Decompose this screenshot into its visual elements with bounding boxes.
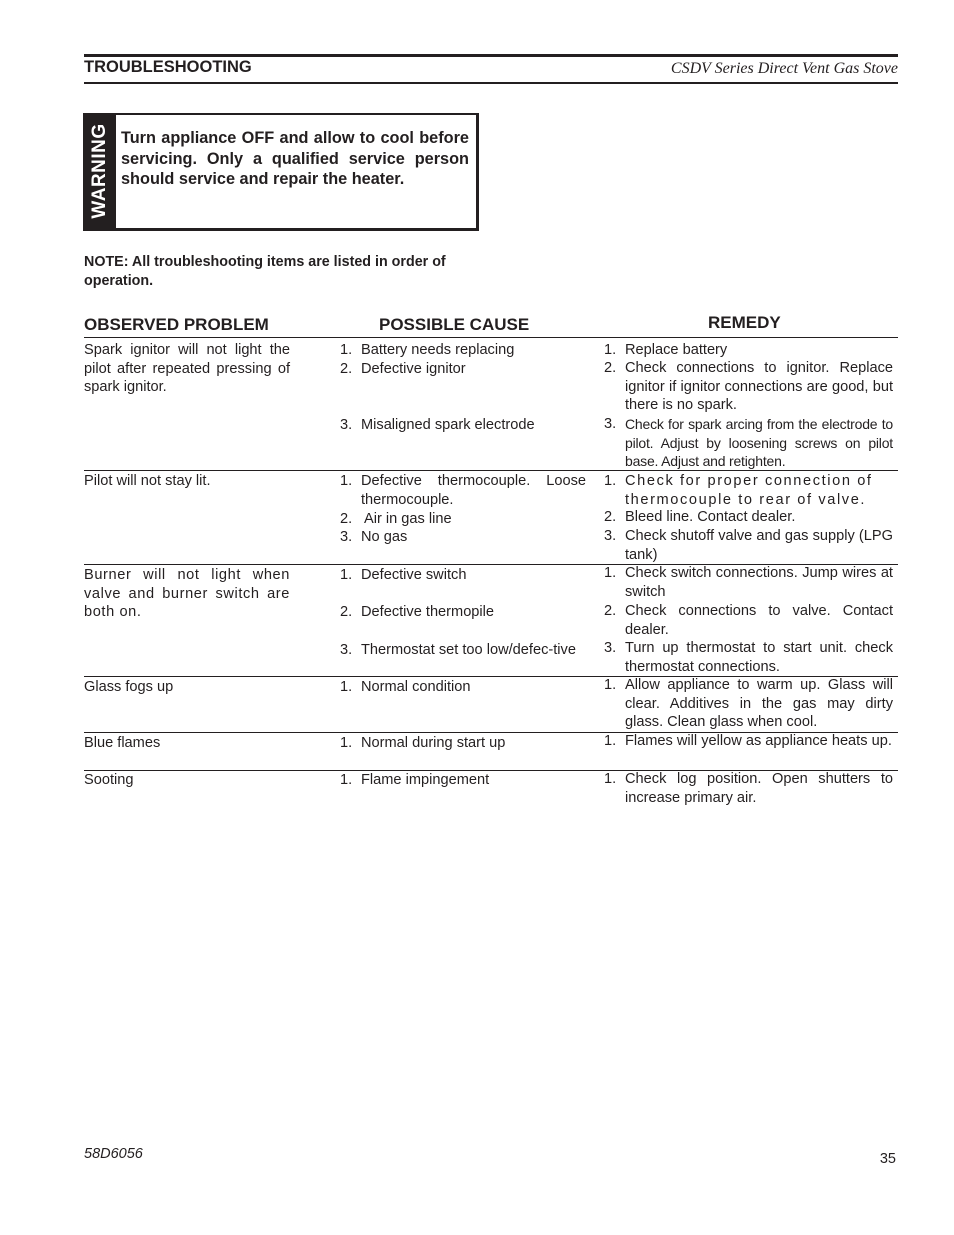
warning-text: Turn appliance OFF and allow to cool before servicing. Only a qualified service person should service and repair the heater. xyxy=(121,129,469,188)
item-number: 1. xyxy=(340,735,353,751)
item-number: 1. xyxy=(604,733,617,749)
item-text: Check log position. Open shutters to increase primary air. xyxy=(625,771,893,806)
table-row xyxy=(84,341,898,469)
warning-band xyxy=(85,115,116,228)
item-text: Normal during start up xyxy=(361,735,506,751)
item-text: Check switch connections. Jump wires at switch xyxy=(625,565,893,600)
item-number: 1. xyxy=(340,567,353,583)
observed-problem: Glass fogs up xyxy=(84,679,174,695)
observed-problem: Pilot will not stay lit. xyxy=(84,473,211,489)
header-remedy: REMEDY xyxy=(708,313,781,332)
item-number: 3. xyxy=(340,642,353,658)
item-number: 1. xyxy=(604,565,617,581)
order-note: NOTE: All troubleshooting items are listed in order of operation. xyxy=(84,254,446,289)
item-number: 2. xyxy=(340,604,353,620)
item-text: No gas xyxy=(361,529,408,545)
observed-problem: Spark ignitor will not light the pilot after repeated pressing of spark ignitor. xyxy=(84,342,290,396)
item-number: 2. xyxy=(604,360,617,376)
table-row xyxy=(84,734,898,770)
item-text: Thermostat set too low/defec-tive xyxy=(361,642,576,658)
observed-problem: Sooting xyxy=(84,772,134,788)
table-row xyxy=(84,472,898,564)
item-text: Check connections to ignitor. Replace ignitor if ignitor connections are good, but there is no spark. xyxy=(625,360,893,414)
item-number: 1. xyxy=(604,677,617,693)
item-text: Defective thermopile xyxy=(361,604,495,620)
header-rule-bottom xyxy=(84,82,898,84)
item-number: 1. xyxy=(604,771,617,787)
observed-problem: Blue flames xyxy=(84,735,161,751)
item-text: Check shutoff valve and gas supply (LPG tank) xyxy=(625,528,893,563)
item-text: Air in gas line xyxy=(364,511,452,527)
item-text: Turn up thermostat to start unit. check thermostat connections. xyxy=(625,640,893,675)
table-header-rule xyxy=(84,337,898,338)
item-text: Check for spark arcing from the electrode to pilot. Adjust by loosening screws on pilot base. Adjust and retighten. xyxy=(625,416,893,470)
item-number: 1. xyxy=(604,473,617,489)
table-row xyxy=(84,566,898,676)
item-text: Bleed line. Contact dealer. xyxy=(625,509,796,525)
header-rule-top xyxy=(84,54,898,57)
row-divider xyxy=(84,470,898,471)
item-text: Replace battery xyxy=(625,342,728,358)
item-text: Defective switch xyxy=(361,567,467,583)
item-text: Check connections to valve. Contact dealer. xyxy=(625,603,893,638)
item-number: 2. xyxy=(604,509,617,525)
item-text: Check for proper connection of thermocouple to rear of valve. xyxy=(625,473,873,508)
item-text: Flame impingement xyxy=(361,772,490,788)
item-number: 2. xyxy=(604,603,617,619)
item-number: 3. xyxy=(340,529,353,545)
warning-label: WARNING xyxy=(89,123,110,219)
header-possible-cause: POSSIBLE CAUSE xyxy=(379,315,530,334)
item-number: 3. xyxy=(604,416,617,432)
header-observed-problem: OBSERVED PROBLEM xyxy=(84,315,269,334)
item-number: 2. xyxy=(340,361,353,377)
item-text: Flames will yellow as appliance heats up. xyxy=(625,733,892,749)
item-text: Misaligned spark electrode xyxy=(361,417,535,433)
item-number: 1. xyxy=(340,772,353,788)
item-number: 1. xyxy=(340,342,353,358)
item-number: 1. xyxy=(604,342,617,358)
section-title: TROUBLESHOOTING xyxy=(84,58,252,76)
item-number: 2. xyxy=(340,511,353,527)
item-text: Allow appliance to warm up. Glass will clear. Additives in the gas may dirty glass. Clean glass when cool. xyxy=(625,677,893,731)
table-row xyxy=(84,771,898,811)
item-text: Battery needs replacing xyxy=(361,342,515,358)
item-number: 3. xyxy=(604,528,617,544)
document-code: 58D6056 xyxy=(84,1146,143,1162)
item-text: Defective ignitor xyxy=(361,361,466,377)
item-text: Normal condition xyxy=(361,679,471,695)
item-text: Defective thermocouple. Loose thermocouple. xyxy=(361,473,586,508)
item-number: 3. xyxy=(340,417,353,433)
item-number: 1. xyxy=(340,473,353,489)
item-number: 3. xyxy=(604,640,617,656)
table-row xyxy=(84,678,898,732)
warning-box xyxy=(83,113,479,231)
observed-problem: Burner will not light when valve and burner switch are both on. xyxy=(84,567,290,621)
page-number: 35 xyxy=(879,1151,896,1167)
item-number: 1. xyxy=(340,679,353,695)
document-title: CSDV Series Direct Vent Gas Stove xyxy=(670,60,898,77)
